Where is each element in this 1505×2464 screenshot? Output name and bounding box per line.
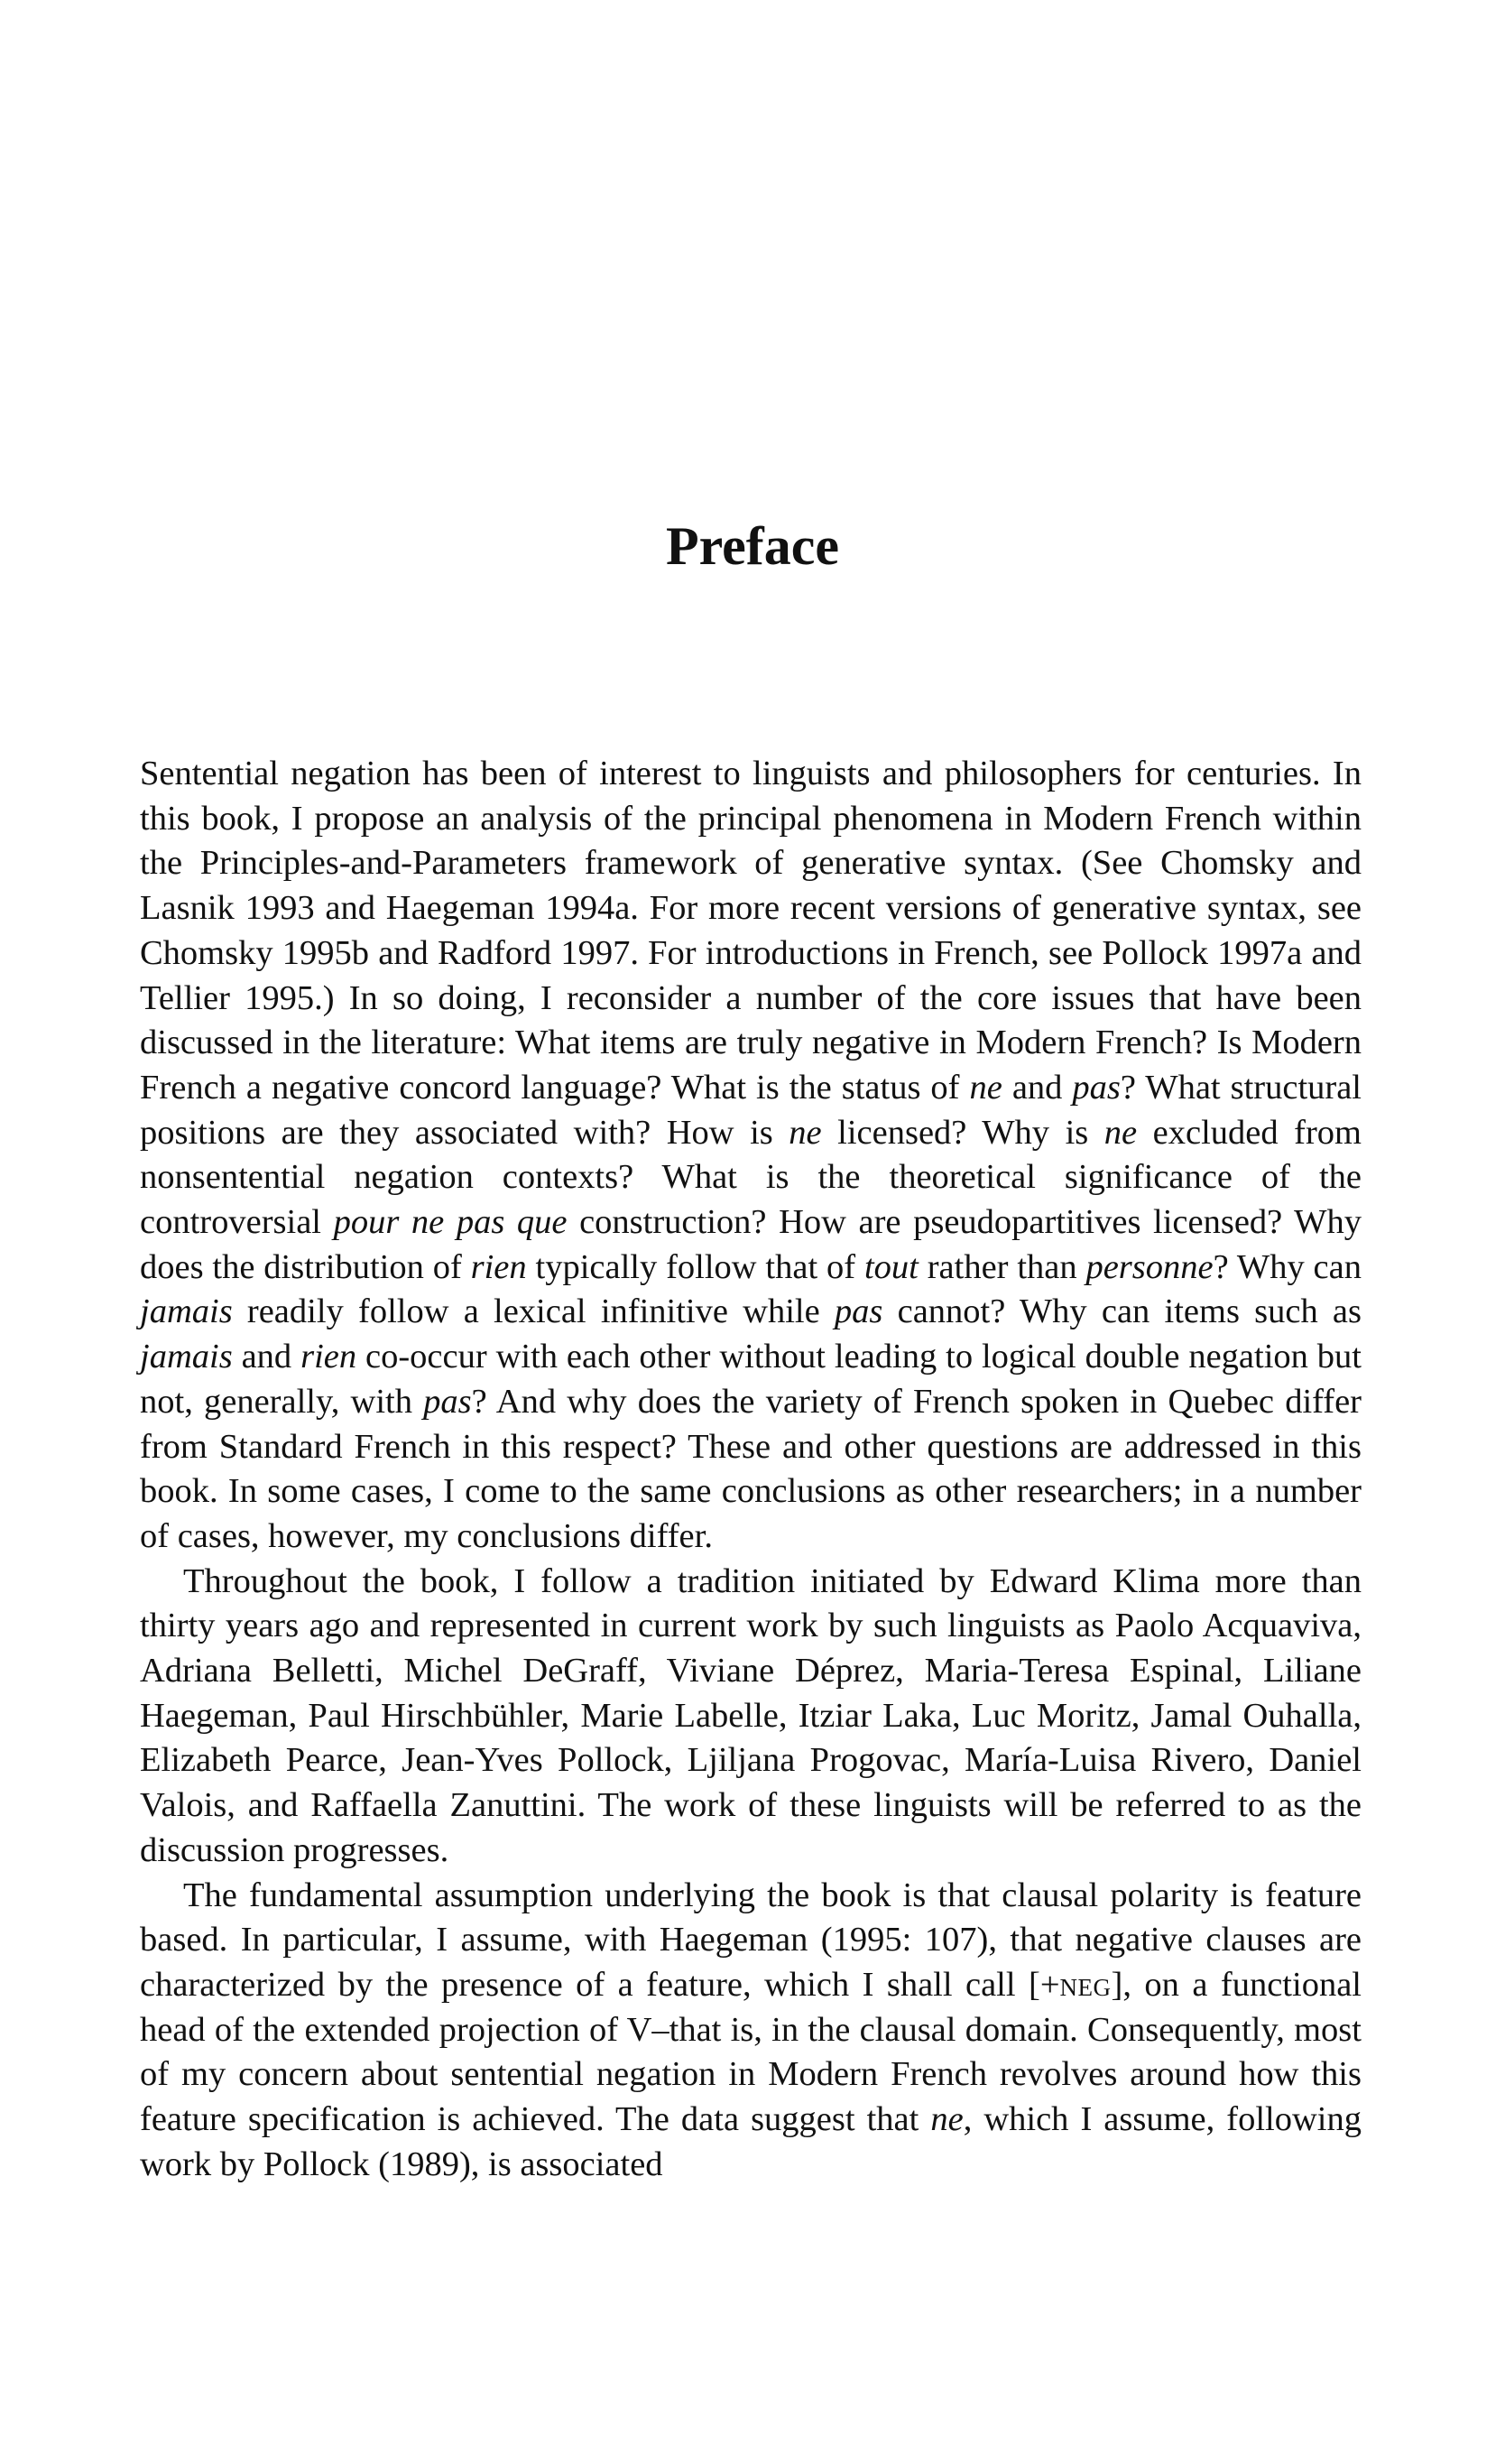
text-run: typically follow that of	[526, 1247, 864, 1286]
paragraph	[140, 1560, 1362, 1874]
italic-term: ne	[930, 2100, 964, 2139]
text-run: ? What structural positions are they associated with? How is	[140, 1068, 1362, 1152]
text-run: rather than	[918, 1247, 1086, 1286]
italic-term: pas	[834, 1292, 883, 1331]
page-title: Preface	[665, 516, 840, 576]
text-run: Throughout the book, I follow a tradition initiated by Edward Klima more than thirty years ago and represented in current work by such linguists as Paolo Acquaviva, Adriana Belletti, Michel DeGraff, Viviane Déprez, Maria-Teresa Espinal, Liliane Haegeman, Paul Hirschbühler, Marie Labelle, Itziar Laka, Luc Moritz, Jamal Ouhalla, Elizabeth Pearce, Jean-Yves Pollock, Ljiljana Progovac, María-Luisa Rivero, Daniel Valois, and Raffaella Zanuttini. The work of these linguists will be referred to as the discussion progresses.	[140, 1561, 1362, 1869]
text-run: The fundamental assumption underlying the book is that clausal polarity is feature based. In particular, I assume, with Haegeman (1995: 107), that negative clauses are characterized by the presence of a feature, which I shall call [+	[140, 1876, 1362, 2004]
text-run: Sentential negation has been of interest to linguists and philosophers for centuries. In this book, I propose an analysis of the principal phenomena in Modern French within the Principles-and-Parameters framework of generative syntax. (See Chomsky and Lasnik 1993 and Haegeman 1994a. For more recent versions of generative syntax, see Chomsky 1995b and Radford 1997. For introductions in French, see Pollock 1997a and Tellier 1995.) In so doing, I reconsider a number of the core issues that have been discussed in the literature: What items are truly negative in Modern French? Is Modern French a negative concord language? What is the status of	[140, 755, 1362, 1107]
text-run: and	[1002, 1068, 1073, 1107]
italic-term: jamais	[140, 1338, 233, 1376]
italic-term: ne	[969, 1068, 1002, 1107]
paragraph	[140, 752, 1362, 1560]
italic-term: rien	[470, 1247, 527, 1286]
text-run: ? And why does the variety of French spoken in Quebec differ from Standard French in this respect? These and other questions are addressed in this book. In some cases, I come to the same conclusions as other researchers; in a number of cases, however, my conclusions differ.	[140, 1382, 1362, 1555]
text-run: readily follow a lexical infinitive while	[232, 1292, 835, 1331]
text-run: licensed? Why is	[821, 1113, 1104, 1152]
italic-term: pour ne pas que	[333, 1203, 568, 1242]
italic-term: ne	[789, 1113, 822, 1152]
text-run: excluded from nonsentential negation contexts? What is the theoretical significance of the controversial	[140, 1113, 1362, 1242]
feature-label: neg	[1059, 1965, 1112, 2004]
paragraph	[140, 1874, 1362, 2188]
italic-term: pas	[1072, 1068, 1121, 1107]
text-run: ], on a functional head of the extended projection of V–that is, in the clausal domain. Consequently, most of my concern about sentential negation in Modern French revolves around how this feature specification is achieved. The data suggest that	[140, 1965, 1362, 2139]
italic-term: tout	[863, 1247, 919, 1286]
text-run: construction? How are pseudopartitives licensed? Why does the distribution of	[140, 1203, 1362, 1286]
text-run: co-occur with each other without leading to logical double negation but not, generally, with	[140, 1338, 1362, 1421]
text-run: , which I assume, following work by Pollock (1989), is associated	[140, 2100, 1362, 2183]
text-run: and	[232, 1338, 301, 1376]
text-run: ? Why can	[1213, 1247, 1362, 1286]
italic-term: rien	[300, 1338, 357, 1376]
italic-term: personne	[1085, 1247, 1214, 1286]
italic-term: ne	[1103, 1113, 1138, 1152]
italic-term: jamais	[140, 1292, 233, 1331]
text-run: cannot? Why can items such as	[882, 1292, 1362, 1331]
italic-term: pas	[423, 1382, 472, 1421]
body-text	[140, 752, 1362, 2188]
